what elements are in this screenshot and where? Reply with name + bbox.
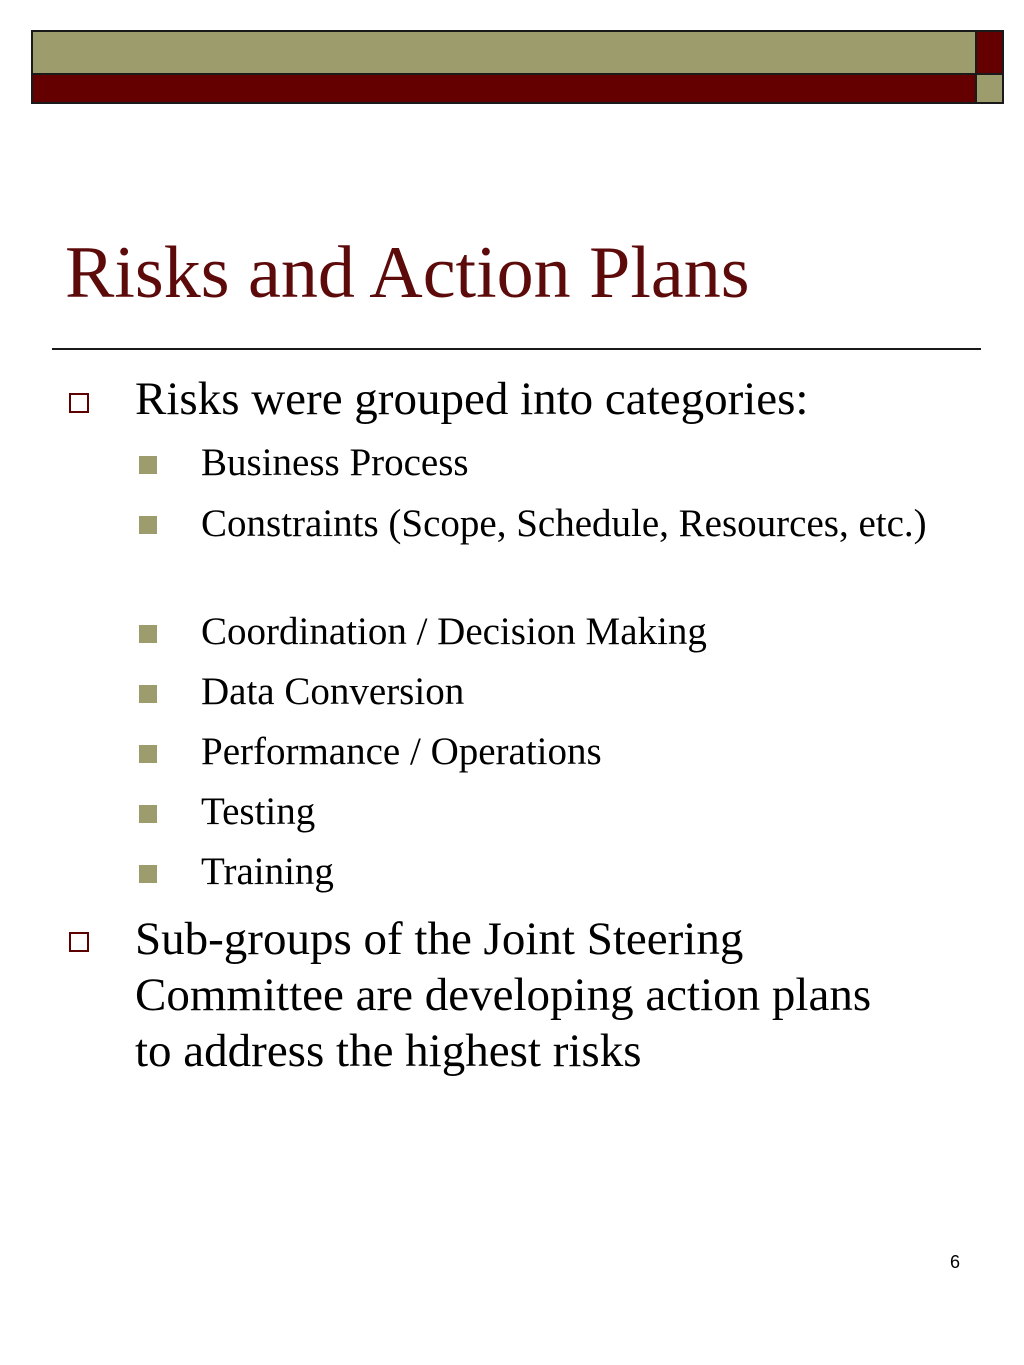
slide-title: Risks and Action Plans xyxy=(65,232,750,314)
sub-bullet-text: Training xyxy=(201,850,334,893)
bullet-text: Sub-groups of the Joint Steering Committee are developing action plans to address the highest risks xyxy=(135,913,872,1077)
page-number: 6 xyxy=(949,1252,960,1272)
filled-square-bullet-icon xyxy=(138,515,158,535)
filled-square-bullet-icon xyxy=(138,624,158,644)
bullet-shape xyxy=(139,865,157,883)
bullet-shape xyxy=(139,685,157,703)
filled-square-bullet-icon xyxy=(138,455,158,475)
filled-square-bullet-icon xyxy=(138,864,158,884)
bullet-shape xyxy=(139,805,157,823)
hollow-square-bullet-icon xyxy=(69,393,89,413)
hollow-square-bullet-icon xyxy=(69,932,89,952)
bullet-shape xyxy=(139,745,157,763)
sub-bullet-text: Data Conversion xyxy=(201,670,465,713)
title-divider xyxy=(52,348,981,350)
header-corner-maroon xyxy=(977,30,1004,75)
sub-bullet-text: Performance / Operations xyxy=(201,730,602,773)
bullet-shape xyxy=(139,456,157,474)
sub-bullet-text: Coordination / Decision Making xyxy=(201,610,707,653)
header-corner-olive xyxy=(977,75,1004,104)
filled-square-bullet-icon xyxy=(138,804,158,824)
header-band-maroon xyxy=(31,75,977,104)
sub-bullet-text: Constraints (Scope, Schedule, Resources, etc.) xyxy=(201,502,927,545)
bullet-text: Risks were grouped into categories: xyxy=(135,373,809,425)
sub-bullet-text: Business Process xyxy=(201,441,469,484)
header-band-olive xyxy=(31,30,977,75)
sub-bullet-text: Testing xyxy=(201,790,316,833)
filled-square-bullet-icon xyxy=(138,684,158,704)
bullet-shape xyxy=(139,516,157,534)
filled-square-bullet-icon xyxy=(138,744,158,764)
bullet-shape xyxy=(139,625,157,643)
